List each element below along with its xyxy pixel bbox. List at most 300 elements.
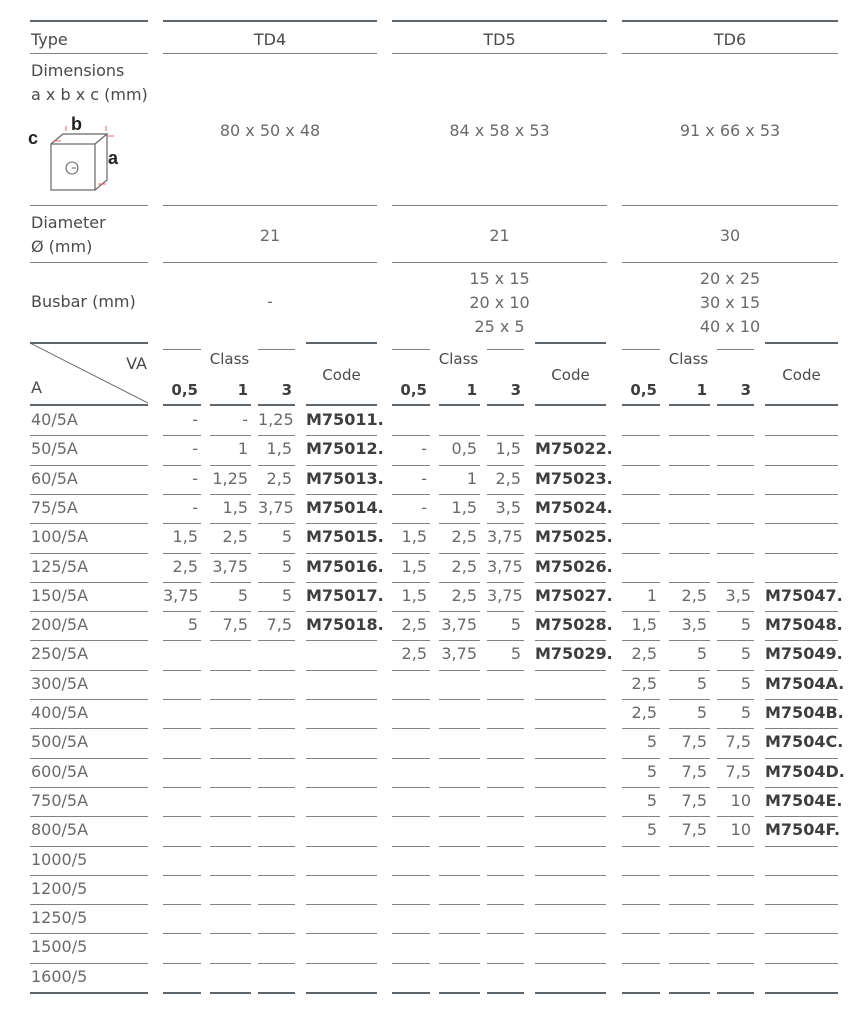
- rule: [163, 670, 201, 671]
- rule: [30, 758, 148, 759]
- rule: [765, 699, 838, 700]
- rule: [535, 670, 606, 671]
- rule: [622, 963, 660, 964]
- rule: [392, 816, 430, 817]
- rule: [717, 992, 754, 994]
- rule: [30, 611, 148, 612]
- rule: [669, 992, 710, 994]
- rule: [210, 523, 251, 524]
- rule: [622, 875, 660, 876]
- class-value-0: 0,5: [171, 381, 198, 399]
- rule: [30, 435, 148, 436]
- rule: [210, 494, 251, 495]
- rule: [30, 582, 148, 583]
- rule: [717, 758, 754, 759]
- rule: [622, 523, 660, 524]
- rule: [163, 640, 201, 641]
- row-current: 250/5A: [31, 644, 89, 663]
- row-current: 1250/5: [31, 908, 88, 927]
- rule: [622, 816, 660, 817]
- row-current: 75/5A: [31, 498, 78, 517]
- va-value: 2,5: [495, 469, 521, 488]
- rule: [669, 404, 710, 406]
- product-code: M75026.: [535, 557, 613, 576]
- rule: [163, 728, 201, 729]
- rule: [622, 205, 838, 206]
- rule: [392, 494, 430, 495]
- class-value-1: 1: [696, 381, 707, 399]
- class-label: Class: [668, 350, 709, 368]
- rule: [392, 846, 430, 847]
- rule: [210, 933, 251, 934]
- rule: [669, 728, 710, 729]
- va-value: 3,75: [258, 498, 294, 517]
- rule: [210, 435, 251, 436]
- rule: [258, 933, 295, 934]
- rule: [622, 262, 838, 263]
- rule: [258, 787, 295, 788]
- rule: [669, 465, 710, 466]
- rule: [306, 992, 377, 994]
- dimensions-sublabel: a x b x c (mm): [31, 85, 148, 104]
- rule: [622, 670, 660, 671]
- rule: [163, 875, 201, 876]
- rule: [487, 523, 524, 524]
- rule: [669, 933, 710, 934]
- rule: [392, 349, 430, 350]
- rule: [306, 465, 377, 466]
- rule: [163, 553, 201, 554]
- rule: [717, 553, 754, 554]
- rule: [258, 611, 295, 612]
- rule: [392, 992, 430, 994]
- product-code: M75048.: [765, 615, 843, 634]
- rule: [765, 787, 838, 788]
- rule: [439, 611, 480, 612]
- rule: [30, 670, 148, 671]
- va-value: 3,75: [487, 557, 523, 576]
- va-value: 2,5: [631, 644, 657, 663]
- rule: [439, 933, 480, 934]
- va-value: -: [421, 498, 427, 517]
- product-code: M75011.: [306, 410, 384, 429]
- class-value-2: 3: [510, 381, 521, 399]
- rule: [622, 787, 660, 788]
- rule: [487, 846, 524, 847]
- rule: [163, 582, 201, 583]
- va-value: 1,5: [451, 498, 477, 517]
- rule: [487, 816, 524, 817]
- va-value: 3,5: [495, 498, 521, 517]
- rule: [30, 494, 148, 495]
- rule: [306, 342, 377, 344]
- rule: [210, 582, 251, 583]
- product-code: M75027.: [535, 586, 613, 605]
- rule: [306, 904, 377, 905]
- rule: [487, 404, 524, 406]
- rule: [535, 992, 606, 994]
- busbar-td4: -: [267, 292, 273, 311]
- dimensions-td4: 80 x 50 x 48: [219, 121, 321, 140]
- rule: [717, 670, 754, 671]
- rule: [669, 435, 710, 436]
- a-label: A: [31, 378, 42, 397]
- va-value: 1,5: [266, 439, 292, 458]
- rule: [622, 904, 660, 905]
- rule: [535, 342, 606, 344]
- product-code: M7504E.: [765, 791, 843, 810]
- rule: [258, 875, 295, 876]
- rule: [622, 728, 660, 729]
- model-td4: TD4: [253, 30, 287, 49]
- rule: [765, 494, 838, 495]
- rule: [439, 582, 480, 583]
- rule: [163, 758, 201, 759]
- rule: [439, 465, 480, 466]
- rule: [535, 933, 606, 934]
- rule: [669, 846, 710, 847]
- va-value: 5: [281, 586, 292, 605]
- rule: [30, 262, 148, 263]
- rule: [765, 465, 838, 466]
- class-label: Class: [209, 350, 250, 368]
- va-value: 10: [730, 820, 751, 839]
- va-value: 5: [646, 732, 657, 751]
- product-code: M75028.: [535, 615, 613, 634]
- rule: [439, 963, 480, 964]
- model-td6: TD6: [713, 30, 747, 49]
- rule: [622, 582, 660, 583]
- va-value: 2,5: [631, 674, 657, 693]
- rule: [392, 205, 607, 206]
- rule: [30, 523, 148, 524]
- rule: [30, 904, 148, 905]
- va-value: 2,5: [401, 644, 427, 663]
- rule: [439, 553, 480, 554]
- rule: [765, 670, 838, 671]
- busbar-td5-1: 15 x 15: [469, 269, 530, 288]
- va-value: 7,5: [681, 732, 707, 751]
- rule: [258, 435, 295, 436]
- rule: [622, 20, 838, 22]
- product-code: M75018.: [306, 615, 384, 634]
- rule: [163, 20, 377, 22]
- product-code: M75017.: [306, 586, 384, 605]
- rule: [306, 816, 377, 817]
- va-value: 1,5: [631, 615, 657, 634]
- rule: [306, 933, 377, 934]
- va-value: 2,5: [172, 557, 198, 576]
- class-value-0: 0,5: [400, 381, 427, 399]
- dimensions-td6: 91 x 66 x 53: [679, 121, 781, 140]
- rule: [30, 816, 148, 817]
- rule: [258, 553, 295, 554]
- product-code: M7504B.: [765, 703, 844, 722]
- va-value: 5: [187, 615, 198, 634]
- rule: [439, 846, 480, 847]
- rule: [765, 342, 838, 344]
- rule: [765, 816, 838, 817]
- va-value: 1: [646, 586, 657, 605]
- row-current: 150/5A: [31, 586, 89, 605]
- va-value: 5: [510, 644, 521, 663]
- rule: [487, 553, 524, 554]
- row-current: 400/5A: [31, 703, 89, 722]
- va-value: 5: [696, 674, 707, 693]
- rule: [535, 904, 606, 905]
- rule: [258, 523, 295, 524]
- rule: [717, 582, 754, 583]
- rule: [487, 992, 524, 994]
- rule: [535, 494, 606, 495]
- rule: [765, 875, 838, 876]
- rule: [765, 904, 838, 905]
- row-current: 800/5A: [31, 820, 89, 839]
- product-code: M75025.: [535, 527, 613, 546]
- row-current: 40/5A: [31, 410, 78, 429]
- row-current: 60/5A: [31, 469, 78, 488]
- va-value: 10: [730, 791, 751, 810]
- va-value: 0,5: [451, 439, 477, 458]
- va-value: 7,5: [681, 820, 707, 839]
- rule: [258, 699, 295, 700]
- rule: [258, 582, 295, 583]
- rule: [210, 640, 251, 641]
- rule: [210, 758, 251, 759]
- rule: [535, 699, 606, 700]
- rule: [210, 963, 251, 964]
- rule: [669, 904, 710, 905]
- rule: [258, 728, 295, 729]
- diameter-td4: 21: [259, 226, 281, 245]
- rule: [30, 465, 148, 466]
- rule: [392, 611, 430, 612]
- rule: [487, 611, 524, 612]
- rule: [210, 465, 251, 466]
- rule: [306, 875, 377, 876]
- rule: [30, 699, 148, 700]
- va-value: 7,5: [725, 762, 751, 781]
- rule: [392, 963, 430, 964]
- rule: [487, 758, 524, 759]
- rule: [163, 904, 201, 905]
- dimension-diagram-icon: [26, 112, 126, 196]
- rule: [622, 435, 660, 436]
- rule: [392, 787, 430, 788]
- rule: [30, 963, 148, 964]
- rule: [487, 465, 524, 466]
- rule: [439, 699, 480, 700]
- rule: [535, 816, 606, 817]
- rule: [392, 553, 430, 554]
- rule: [535, 582, 606, 583]
- rule: [669, 553, 710, 554]
- va-value: 3,75: [487, 586, 523, 605]
- rule: [439, 992, 480, 994]
- row-current: 300/5A: [31, 674, 89, 693]
- rule: [717, 816, 754, 817]
- busbar-td5-3: 25 x 5: [474, 317, 525, 336]
- rule: [392, 523, 430, 524]
- row-current: 1000/5: [31, 850, 88, 869]
- code-label: Code: [551, 366, 590, 384]
- product-code: M75016.: [306, 557, 384, 576]
- rule: [622, 758, 660, 759]
- rule: [306, 523, 377, 524]
- rule: [163, 262, 377, 263]
- rule: [306, 758, 377, 759]
- rule: [717, 728, 754, 729]
- rule: [439, 728, 480, 729]
- rule: [258, 758, 295, 759]
- rule: [765, 640, 838, 641]
- rule: [163, 465, 201, 466]
- rule: [306, 728, 377, 729]
- row-current: 125/5A: [31, 557, 89, 576]
- rule: [439, 435, 480, 436]
- rule: [306, 494, 377, 495]
- rule: [210, 787, 251, 788]
- product-code: M75012.: [306, 439, 384, 458]
- rule: [439, 670, 480, 671]
- rule: [717, 699, 754, 700]
- rule: [439, 875, 480, 876]
- va-value: 3,75: [163, 586, 199, 605]
- rule: [717, 435, 754, 436]
- va-value: 7,5: [681, 762, 707, 781]
- rule: [765, 611, 838, 612]
- rule: [306, 553, 377, 554]
- rule: [669, 963, 710, 964]
- rule: [210, 670, 251, 671]
- product-code: M75013.: [306, 469, 384, 488]
- rule: [669, 670, 710, 671]
- rule: [622, 611, 660, 612]
- rule: [669, 494, 710, 495]
- va-label: VA: [126, 354, 147, 373]
- va-value: 5: [281, 527, 292, 546]
- rule: [30, 787, 148, 788]
- rule: [30, 875, 148, 876]
- rule: [535, 963, 606, 964]
- rule: [717, 611, 754, 612]
- row-current: 200/5A: [31, 615, 89, 634]
- rule: [487, 963, 524, 964]
- rule: [535, 728, 606, 729]
- va-value: 5: [510, 615, 521, 634]
- row-current: 600/5A: [31, 762, 89, 781]
- rule: [622, 465, 660, 466]
- code-label: Code: [322, 366, 361, 384]
- va-value: 7,5: [266, 615, 292, 634]
- class-value-1: 1: [237, 381, 248, 399]
- rule: [765, 728, 838, 729]
- rule: [258, 846, 295, 847]
- dimensions-label: Dimensions: [31, 61, 125, 80]
- rule: [765, 523, 838, 524]
- class-value-0: 0,5: [630, 381, 657, 399]
- rule: [258, 816, 295, 817]
- rule: [258, 465, 295, 466]
- rule: [717, 875, 754, 876]
- rule: [487, 640, 524, 641]
- va-value: 2,5: [681, 586, 707, 605]
- row-current: 100/5A: [31, 527, 89, 546]
- rule: [392, 435, 430, 436]
- rule: [163, 494, 201, 495]
- rule: [717, 404, 754, 406]
- va-value: 5: [740, 644, 751, 663]
- rule: [535, 846, 606, 847]
- rule: [210, 846, 251, 847]
- va-value: 3,75: [487, 527, 523, 546]
- rule: [210, 904, 251, 905]
- product-code: M75023.: [535, 469, 613, 488]
- rule: [717, 787, 754, 788]
- rule: [392, 640, 430, 641]
- rule: [392, 465, 430, 466]
- rule: [535, 787, 606, 788]
- row-current: 1200/5: [31, 879, 88, 898]
- va-value: 3,75: [212, 557, 248, 576]
- rule: [669, 582, 710, 583]
- diagram-label-b: b: [71, 114, 82, 134]
- row-current: 50/5A: [31, 439, 78, 458]
- rule: [306, 699, 377, 700]
- rule: [306, 670, 377, 671]
- rule: [487, 875, 524, 876]
- rule: [669, 787, 710, 788]
- rule: [30, 933, 148, 934]
- va-value: 5: [237, 586, 248, 605]
- diagram-label-a: a: [108, 148, 119, 168]
- va-value: 3,5: [681, 615, 707, 634]
- va-value: 1,5: [401, 527, 427, 546]
- rule: [210, 728, 251, 729]
- va-value: -: [242, 410, 248, 429]
- busbar-td5-2: 20 x 10: [469, 293, 530, 312]
- diameter-td5: 21: [489, 226, 510, 245]
- rule: [669, 758, 710, 759]
- va-value: 2,5: [451, 586, 477, 605]
- rule: [439, 523, 480, 524]
- rule: [30, 53, 148, 54]
- rule: [306, 640, 377, 641]
- rule: [210, 553, 251, 554]
- model-td5: TD5: [483, 30, 516, 49]
- code-label: Code: [782, 366, 821, 384]
- va-value: 2,5: [222, 527, 248, 546]
- rule: [306, 404, 377, 406]
- rule: [535, 523, 606, 524]
- va-value: 7,5: [222, 615, 248, 634]
- busbar-label: Busbar (mm): [31, 292, 136, 311]
- rule: [439, 640, 480, 641]
- va-value: 5: [740, 674, 751, 693]
- rule: [669, 611, 710, 612]
- rule: [306, 435, 377, 436]
- rule: [622, 640, 660, 641]
- product-code: M7504A.: [765, 674, 845, 693]
- rule: [392, 582, 430, 583]
- rule: [535, 553, 606, 554]
- rule: [439, 494, 480, 495]
- rule: [30, 404, 148, 406]
- rule: [487, 670, 524, 671]
- rule: [717, 904, 754, 905]
- va-value: 1: [237, 439, 248, 458]
- rule: [392, 404, 430, 406]
